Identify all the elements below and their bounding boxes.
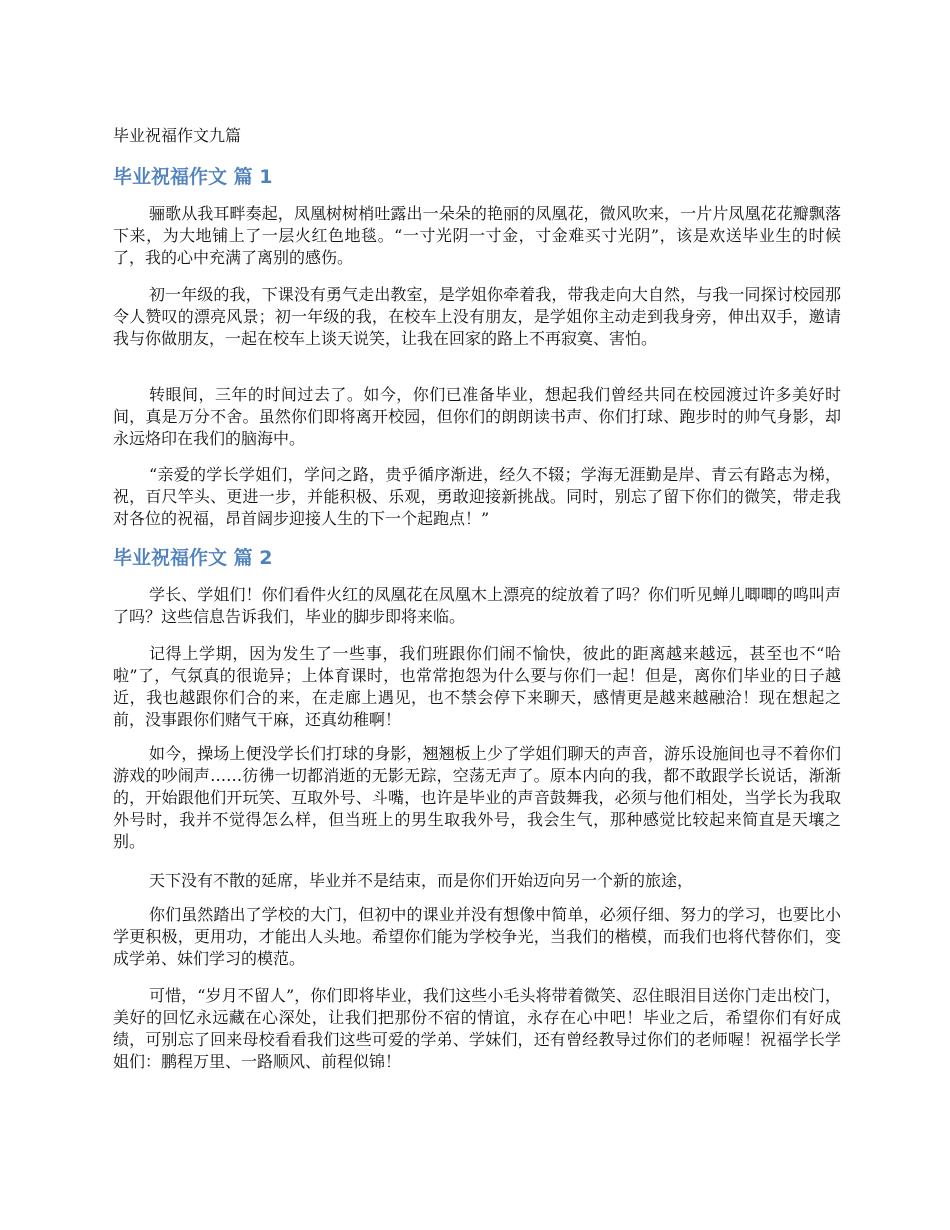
paragraph: 初一年级的我，下课没有勇气走出教室，是学姐你牵着我，带我走向大自然，与我一同探讨校园那令人赞叹的漂亮风景；初一年级的我，在校车上没有朋友，是学姐你主动走到我身旁，伸出双手，邀请我与你做朋友，一起在校车上谈天说笑，让我在回家的路上不再寂寞、害怕。 bbox=[113, 285, 841, 348]
document-title: 毕业祝福作文九篇 bbox=[113, 126, 242, 145]
paragraph: 骊歌从我耳畔奏起，凤凰树树梢吐露出一朵朵的艳丽的凤凰花，微风吹来，一片片凤凰花花瓣飘落下来，为大地铺上了一层火红色地毯。“一寸光阴一寸金，寸金难买寸光阴”，该是欢送毕业生的时候了，我的心中充满了离别的感伤。 bbox=[113, 204, 841, 267]
paragraph: 记得上学期，因为发生了一些事，我们班跟你们闹不愉快，彼此的距离越来越远，甚至也不“哈啦”了，气氛真的很诡异；上体育课时，也常常抱怨为什么要与你们一起！但是，离你们毕业的日子越近，我也越跟你们合的来，在走廊上遇见，也不禁会停下来聊天，感情更是越来越融洽！现在想起之前，没事跟你们赌气干麻，还真幼稚啊！ bbox=[113, 644, 841, 729]
paragraph: 天下没有不散的延席，毕业并不是结束，而是你们开始迈向另一个新的旅途， bbox=[149, 871, 694, 890]
paragraph: 转眼间，三年的时间过去了。如今，你们已准备毕业，想起我们曾经共同在校园渡过许多美好时间，真是万分不舍。虽然你们即将离开校园，但你们的朗朗读书声、你们打球、跑步时的帅气身影，却永远烙印在我们的脑海中。 bbox=[113, 385, 841, 448]
paragraph: 学长、学姐们！你们看件火红的凤凰花在凤凰木上漂亮的绽放着了吗？你们听见蝉儿唧唧的鸣叫声了吗？这些信息告诉我们，毕业的脚步即将来临。 bbox=[113, 585, 841, 626]
paragraph: 你们虽然踏出了学校的大门，但初中的课业并没有想像中简单，必须仔细、努力的学习，也要比小学更积极，更用功，才能出人头地。希望你们能为学校争光，当我们的楷模，而我们也将代替你们，变成学弟、妹们学习的模范。 bbox=[113, 905, 841, 968]
section-heading-1: 毕业祝福作文 篇 1 bbox=[113, 166, 273, 188]
paragraph: 可惜，“岁月不留人”，你们即将毕业，我们这些小毛头将带着微笑、忍住眼泪目送你门走出校门，美好的回忆永远藏在心深处，让我们把那份不宿的情谊，永存在心中吧！毕业之后，希望你们有好成绩，可别忘了回来母校看看我们这些可爱的学弟、学妹们，还有曾经教导过你们的老师喔！祝福学长学姐们：鹏程万里、一路顺风、前程似锦！ bbox=[113, 986, 841, 1071]
paragraph: 如今，操场上便没学长们打球的身影，翘翘板上少了学姐们聊天的声音，游乐设施间也寻不着你们游戏的吵闹声……彷彿一切都消逝的无影无踪，空荡无声了。原本内向的我，都不敢跟学长说话，渐渐的，开始跟他们开玩笑、互取外号、斗嘴，也许是毕业的声音鼓舞我，必须与他们相处，当学长为我取外号时，我并不觉得怎么样，但当班上的男生取我外号，我会生气，那种感觉比较起来简直是天壤之别。 bbox=[113, 744, 841, 851]
section-heading-2: 毕业祝福作文 篇 2 bbox=[113, 547, 273, 569]
paragraph: “亲爱的学长学姐们，学问之路，贵乎循序渐进，经久不辍；学海无涯勤是岸、青云有路志为梯，祝，百尺竿头、更进一步，并能积极、乐观，勇敢迎接新挑战。同时，别忘了留下你们的微笑，带走我对各位的祝福，昂首阔步迎接人生的下一个起跑点！” bbox=[113, 465, 841, 528]
